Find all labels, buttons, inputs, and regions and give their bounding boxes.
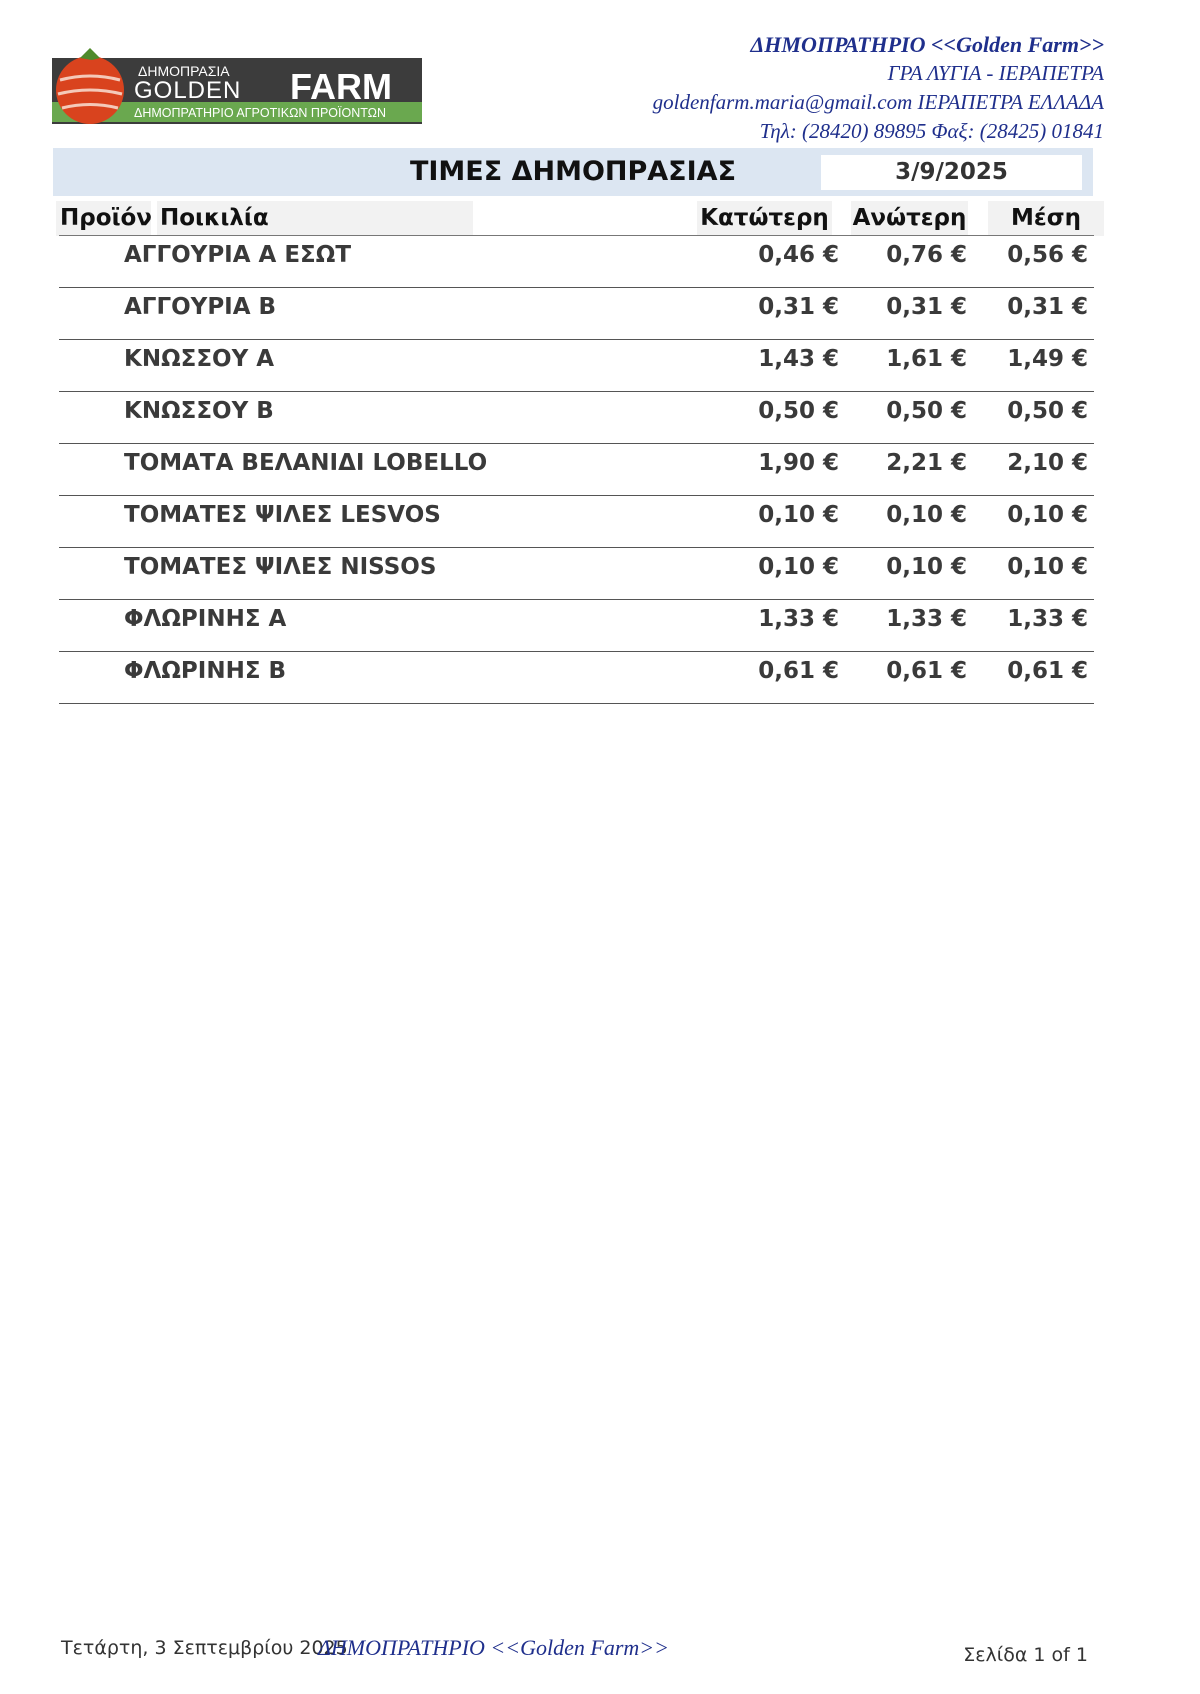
company-phone-line: Τηλ: (28420) 89895 Φαξ: (28425) 01841 [759,119,1104,143]
table-row [59,652,1094,704]
average-price: 0,56 € [1007,242,1088,268]
product-name: ΦΛΩΡΙΝΗΣ Β [124,658,287,684]
average-price: 1,49 € [1007,346,1088,372]
low-price: 0,10 € [758,554,839,580]
high-price: 0,31 € [886,294,967,320]
product-name: ΑΓΓΟΥΡΙΑ Β [124,294,277,320]
low-price: 0,50 € [758,398,839,424]
high-price: 2,21 € [886,450,967,476]
average-price: 1,33 € [1007,606,1088,632]
product-name: ΤΟΜΑΤΕΣ ΨΙΛΕΣ NISSOS [124,554,437,580]
price-table [59,236,1094,704]
logo-top-text: ΔΗΜΟΠΡΑΣΙΑ [138,63,230,79]
high-price: 0,10 € [886,554,967,580]
average-price: 0,10 € [1007,554,1088,580]
average-price: 0,50 € [1007,398,1088,424]
low-price: 0,10 € [758,502,839,528]
table-row [59,496,1094,548]
average-price: 0,61 € [1007,658,1088,684]
column-header-high-price: Ανώτερη [851,201,968,236]
page-number: Σελίδα 1 of 1 [963,1644,1088,1666]
company-email-line: goldenfarm.maria@gmail.com ΙΕΡΑΠΕΤΡΑ ΕΛΛΑΔΑ [652,90,1104,114]
column-header-variety: Ποικιλία [157,201,473,236]
golden-farm-logo [52,46,422,128]
high-price: 0,61 € [886,658,967,684]
title-band [53,148,1093,196]
table-row [59,444,1094,496]
high-price: 1,33 € [886,606,967,632]
table-row [59,288,1094,340]
logo-farm-text: FARM [290,66,392,107]
table-row [59,600,1094,652]
low-price: 1,33 € [758,606,839,632]
company-name: ΔΗΜΟΠΡΑΤΗΡΙΟ <<Golden Farm>> [750,32,1104,57]
column-header-product: Προϊόν [56,201,151,236]
product-name: ΤΟΜΑΤΕΣ ΨΙΛΕΣ LESVOS [124,502,441,528]
product-name: ΤΟΜΑΤΑ ΒΕΛΑΝΙΔΙ LOBELLO [124,450,488,476]
low-price: 1,43 € [758,346,839,372]
high-price: 0,10 € [886,502,967,528]
low-price: 0,31 € [758,294,839,320]
column-header-low-price: Κατώτερη [697,201,832,236]
table-row [59,392,1094,444]
logo-sub-text: ΔΗΜΟΠΡΑΤΗΡΙΟ ΑΓΡΟΤΙΚΩΝ ΠΡΟΪΟΝΤΩΝ [134,106,387,120]
average-price: 2,10 € [1007,450,1088,476]
company-address: ΓΡΑ ΛΥΓΙΑ - ΙΕΡΑΠΕΤΡΑ [887,61,1104,85]
low-price: 1,90 € [758,450,839,476]
footer-date: Τετάρτη, 3 Σεπτεμβρίου 2025 [61,1637,348,1659]
high-price: 1,61 € [886,346,967,372]
table-row [59,548,1094,600]
page-title: ΤΙΜΕΣ ΔΗΜΟΠΡΑΣΙΑΣ [409,156,737,187]
product-name: ΑΓΓΟΥΡΙΑ Α ΕΣΩΤ [124,242,352,268]
column-header-average-price: Μέση [988,201,1104,236]
high-price: 0,50 € [886,398,967,424]
footer-company-name: ΔΗΜΟΠΡΑΤΗΡΙΟ <<Golden Farm>> [318,1635,669,1660]
table-row [59,236,1094,288]
product-name: ΚΝΩΣΣΟΥ Α [124,346,275,372]
average-price: 0,10 € [1007,502,1088,528]
high-price: 0,76 € [886,242,967,268]
table-row [59,340,1094,392]
product-name: ΦΛΩΡΙΝΗΣ Α [124,606,287,632]
average-price: 0,31 € [1007,294,1088,320]
low-price: 0,61 € [758,658,839,684]
product-name: ΚΝΩΣΣΟΥ Β [124,398,274,424]
auction-date: 3/9/2025 [821,155,1082,190]
low-price: 0,46 € [758,242,839,268]
logo-golden-text: GOLDEN [134,77,242,104]
